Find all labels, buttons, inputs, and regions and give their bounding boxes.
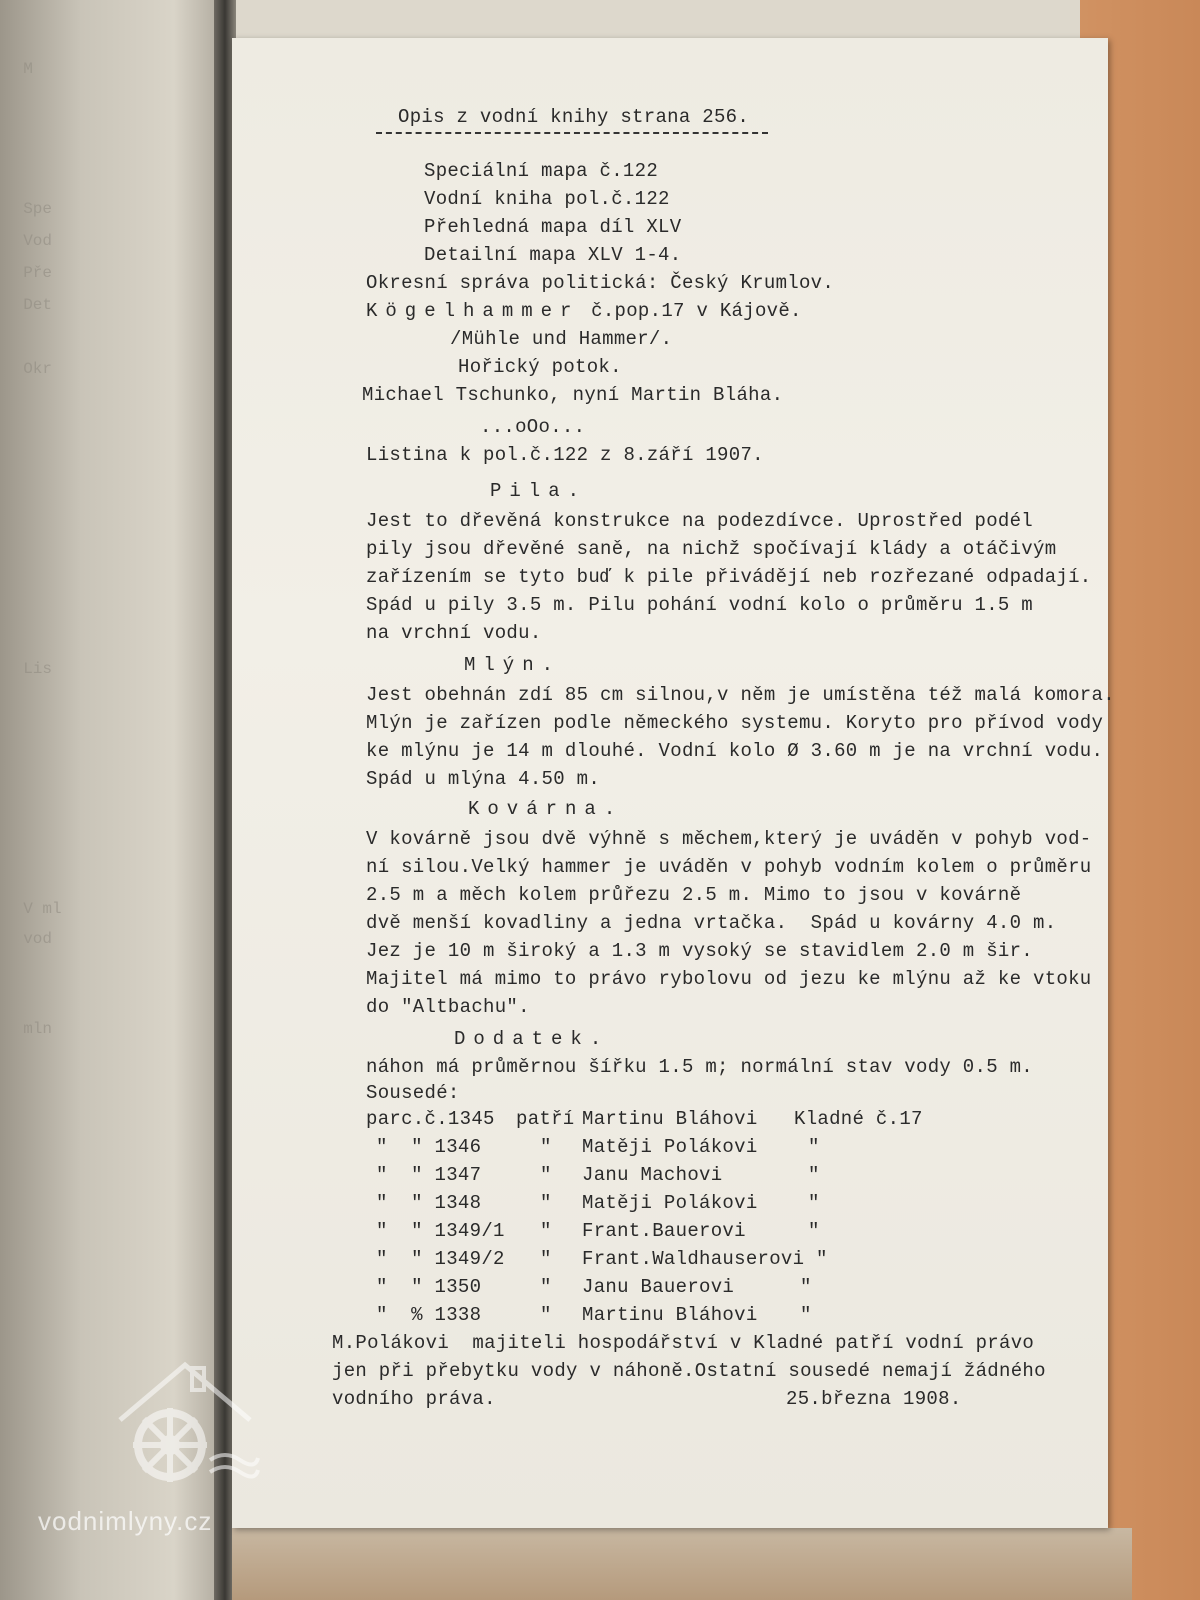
parcel-cell: " " 1347 [376, 1164, 482, 1186]
dodatek-line: Sousedé: [366, 1082, 460, 1104]
owner-cell: Janu Machovi [582, 1164, 723, 1186]
pila-line: na vrchní vodu. [366, 622, 542, 644]
left-page-faint-text: M [4, 60, 33, 78]
separator: ...oOo... [480, 416, 586, 438]
left-page-faint-text: mln [4, 1020, 53, 1038]
mlyn-line: Jest obehnán zdí 85 cm silnou,v něm je umístěna též malá komora. [366, 684, 1115, 706]
pila-line: pily jsou dřevěné saně, na nichž spočívají klády a otáčivým [366, 538, 1057, 560]
relation-cell: " [540, 1276, 552, 1298]
closing-line: vodního práva. [332, 1388, 496, 1410]
owner-cell: Frant.Bauerovi [582, 1220, 746, 1242]
mlyn-line: Mlýn je zařízen podle německého systemu. Koryto pro přívod vody [366, 712, 1104, 734]
left-page-faint-text: V ml [4, 900, 62, 918]
relation-cell: " [540, 1248, 552, 1270]
closing-line: M.Polákovi majiteli hospodářství v Kladné patří vodní právo [332, 1332, 1035, 1354]
relation-cell: " [540, 1164, 552, 1186]
document-date: 25.března 1908. [786, 1388, 962, 1410]
left-page-faint-text: Det [4, 296, 53, 314]
kovarna-line: 2.5 m a měch kolem průřezu 2.5 m. Mimo to jsou v kovárně [366, 884, 1022, 906]
place-cell: " [800, 1304, 812, 1326]
owner-cell: Martinu Bláhovi [582, 1108, 758, 1130]
section-heading-mlyn: Mlýn. [464, 654, 562, 676]
watermark-text: vodnimlyny.cz [38, 1506, 213, 1536]
page-bottom-edge [232, 1528, 1132, 1600]
place-cell: " [808, 1192, 820, 1214]
subtitle-line: /Mühle und Hammer/. [450, 328, 673, 350]
property-name: Kögelhammer [366, 300, 580, 322]
relation-cell: " [540, 1192, 552, 1214]
section-heading-dodatek: Dodatek. [454, 1028, 610, 1050]
place-cell: Kladné č.17 [794, 1108, 923, 1130]
owner-cell: Frant.Waldhauserovi [582, 1248, 805, 1270]
pila-line: zařízením se tyto buď k pile přivádějí neb rozřezané odpadají. [366, 566, 1092, 588]
relation-cell: " [540, 1304, 552, 1326]
kovarna-line: Majitel má mimo to právo rybolovu od jezu ke mlýnu až ke vtoku [366, 968, 1092, 990]
owners-line: Michael Tschunko, nyní Martin Bláha. [362, 384, 784, 406]
owner-cell: Matěji Polákovi [582, 1192, 758, 1214]
left-page-faint-text: Pře [4, 264, 53, 282]
relation-cell: patří [516, 1108, 575, 1130]
left-page-faint-text: Spe [4, 200, 53, 218]
kovarna-line: Jez je 10 m široký a 1.3 m vysoký se stavidlem 2.0 m šir. [366, 940, 1034, 962]
title-underline [376, 132, 768, 134]
kovarna-line: V kovárně jsou dvě výhně s měchem,který je uváděn v pohyb vod- [366, 828, 1092, 850]
parcel-cell: " " 1349/2 [376, 1248, 505, 1270]
parcel-cell: " " 1348 [376, 1192, 482, 1214]
header-line: Vodní kniha pol.č.122 [424, 188, 670, 210]
district-line: Okresní správa politická: Český Krumlov. [366, 272, 835, 294]
deed-line: Listina k pol.č.122 z 8.září 1907. [366, 444, 764, 466]
header-line: Speciální mapa č.122 [424, 160, 659, 182]
stream-line: Hořický potok. [458, 356, 622, 378]
owner-cell: Janu Bauerovi [582, 1276, 735, 1298]
place-cell: " [808, 1220, 820, 1242]
left-page-faint-text: Lis [4, 660, 53, 678]
kovarna-line: dvě menší kovadliny a jedna vrtačka. Spád u kovárny 4.0 m. [366, 912, 1057, 934]
pila-line: Spád u pily 3.5 m. Pilu pohání vodní kolo o průměru 1.5 m [366, 594, 1034, 616]
header-line: Detailní mapa XLV 1-4. [424, 244, 682, 266]
place-cell: " [800, 1276, 812, 1298]
watermill-logo-icon [110, 1350, 260, 1490]
parcel-cell: parc.č.1345 [366, 1108, 495, 1130]
left-page-faint-text: Okr [4, 360, 53, 378]
relation-cell: " [540, 1220, 552, 1242]
parcel-cell: " " 1350 [376, 1276, 482, 1298]
document-title: Opis z vodní knihy strana 256. [398, 106, 750, 128]
section-heading-pila: Pila. [490, 480, 588, 502]
parcel-cell: " " 1346 [376, 1136, 482, 1158]
left-page-faint-text: vod [4, 930, 53, 948]
owner-cell: Matěji Polákovi [582, 1136, 758, 1158]
closing-line: jen při přebytku vody v náhoně.Ostatní sousedé nemají žádného [332, 1360, 1046, 1382]
place-cell: " [808, 1136, 820, 1158]
kovarna-line: do "Altbachu". [366, 996, 530, 1018]
mlyn-line: Spád u mlýna 4.50 m. [366, 768, 601, 790]
place-cell: " [808, 1164, 820, 1186]
typed-document-page [232, 38, 1115, 1528]
parcel-cell: " % 1338 [376, 1304, 482, 1326]
left-page-faint-text: Vod [4, 232, 53, 250]
place-cell: " [816, 1248, 828, 1270]
dodatek-line: náhon má průměrnou šířku 1.5 m; normální stav vody 0.5 m. [366, 1056, 1034, 1078]
kovarna-line: ní silou.Velký hammer je uváděn v pohyb vodním kolem o průměru [366, 856, 1092, 878]
back-page-edge [230, 0, 1080, 41]
property-address: č.pop.17 v Kájově. [579, 300, 802, 322]
pila-line: Jest to dřevěná konstrukce na podezdívce. Uprostřed podél [366, 510, 1034, 532]
owner-cell: Martinu Bláhovi [582, 1304, 758, 1326]
property-line [366, 300, 802, 322]
section-heading-kovarna: Kovárna. [468, 798, 624, 820]
header-line: Přehledná mapa díl XLV [424, 216, 682, 238]
mlyn-line: ke mlýnu je 14 m dlouhé. Vodní kolo Ø 3.60 m je na vrchní vodu. [366, 740, 1104, 762]
parcel-cell: " " 1349/1 [376, 1220, 505, 1242]
relation-cell: " [540, 1136, 552, 1158]
